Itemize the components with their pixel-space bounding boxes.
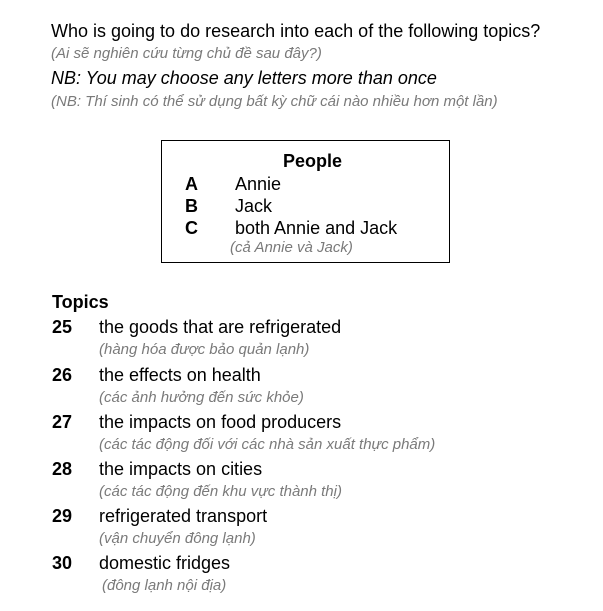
topic-translation: (đông lạnh nội địa) bbox=[102, 577, 227, 594]
topic-number: 29 bbox=[52, 506, 73, 526]
option-name-b: Jack bbox=[235, 196, 273, 216]
topic-text: the impacts on food producers bbox=[99, 412, 342, 432]
topic-text: the effects on health bbox=[99, 365, 261, 385]
option-name-a: Annie bbox=[235, 174, 282, 194]
people-box-title: People bbox=[283, 151, 343, 171]
topic-translation: (hàng hóa được bảo quản lạnh) bbox=[99, 341, 310, 358]
topic-text: domestic fridges bbox=[99, 553, 231, 573]
topic-number: 30 bbox=[52, 553, 73, 573]
question-translation: (Ai sẽ nghiên cứu từng chủ đề sau đây?) bbox=[51, 45, 322, 62]
note-translation: (NB: Thí sinh có thể sử dụng bất kỳ chữ cái nào nhiều hơn một lần) bbox=[51, 93, 498, 110]
topic-number: 28 bbox=[52, 459, 73, 479]
topic-translation: (các tác động đối với các nhà sản xuất thực phẩm) bbox=[99, 436, 436, 453]
people-box bbox=[161, 140, 450, 263]
topic-number: 25 bbox=[52, 317, 73, 337]
option-letter-a: A bbox=[185, 174, 198, 194]
topic-translation: (các tác động đến khu vực thành thị) bbox=[99, 483, 342, 500]
option-letter-c: C bbox=[185, 218, 198, 238]
question-text: Who is going to do research into each of the following topics? bbox=[51, 21, 541, 41]
topic-translation: (vận chuyển đông lạnh) bbox=[99, 530, 256, 547]
topic-number: 26 bbox=[52, 365, 73, 385]
option-translation-c: (cả Annie và Jack) bbox=[230, 239, 353, 256]
option-letter-b: B bbox=[185, 196, 198, 216]
topic-text: refrigerated transport bbox=[99, 506, 268, 526]
option-name-c: both Annie and Jack bbox=[235, 218, 398, 238]
topic-translation: (các ảnh hưởng đến sức khỏe) bbox=[99, 389, 304, 406]
topic-text: the goods that are refrigerated bbox=[99, 317, 342, 337]
topic-number: 27 bbox=[52, 412, 73, 432]
note-text: NB: You may choose any letters more than once bbox=[51, 68, 437, 88]
topics-heading: Topics bbox=[52, 292, 109, 312]
topic-text: the impacts on cities bbox=[99, 459, 263, 479]
